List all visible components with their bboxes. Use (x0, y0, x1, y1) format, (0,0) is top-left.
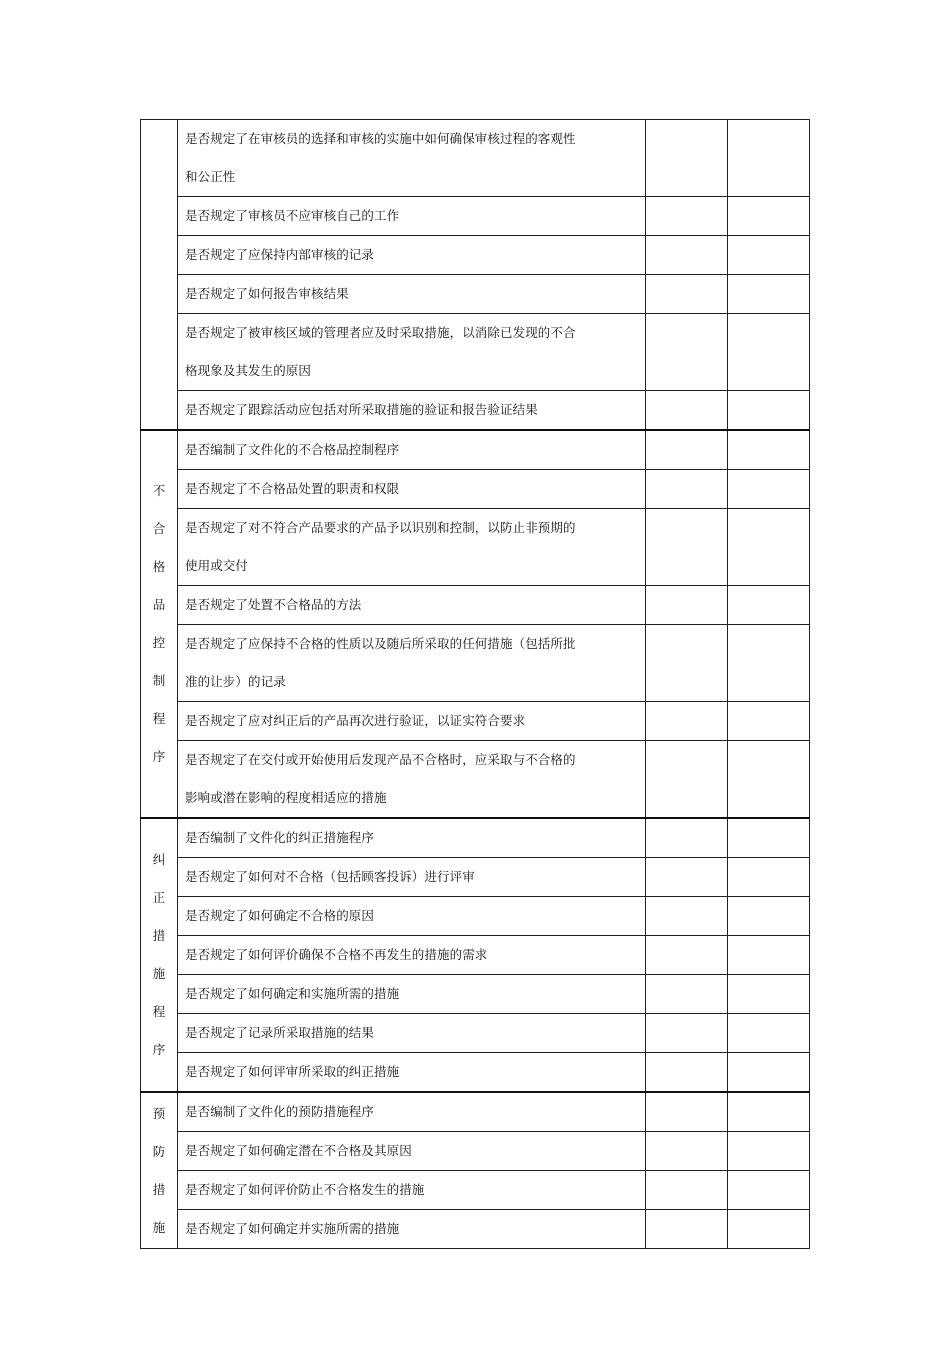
check-cell-a[interactable] (646, 197, 728, 236)
category-char: 品 (152, 597, 166, 612)
check-cell-a[interactable] (646, 1210, 728, 1249)
category-char: 程 (152, 711, 166, 726)
check-cell-a[interactable] (646, 509, 728, 586)
check-item-text (178, 120, 646, 197)
checklist-row (141, 275, 810, 314)
category-char: 措 (152, 928, 166, 943)
checklist-row (141, 430, 810, 470)
check-cell-a[interactable] (646, 391, 728, 431)
check-cell-b[interactable] (728, 236, 810, 275)
check-cell-b[interactable] (728, 1132, 810, 1171)
checklist-row (141, 1132, 810, 1171)
checklist-row (141, 236, 810, 275)
check-item-text: 是否规定了记录所采取措施的结果 (178, 1014, 646, 1053)
check-cell-a[interactable] (646, 1132, 728, 1171)
check-cell-b[interactable] (728, 470, 810, 509)
checklist-row (141, 975, 810, 1014)
check-item-text (178, 509, 646, 586)
category-cell (141, 1092, 178, 1249)
check-cell-a[interactable] (646, 1014, 728, 1053)
check-item-line: 准的让步）的记录 (185, 674, 286, 689)
audit-checklist-table (140, 119, 810, 1249)
check-item-text (178, 741, 646, 819)
category-char: 不 (152, 483, 166, 498)
check-cell-b[interactable] (728, 197, 810, 236)
check-item-line: 使用或交付 (185, 558, 249, 573)
check-cell-b[interactable] (728, 275, 810, 314)
check-cell-a[interactable] (646, 818, 728, 858)
check-cell-a[interactable] (646, 741, 728, 819)
check-item-line: 是否规定了被审核区域的管理者应及时采取措施，以消除已发现的不合 (185, 325, 576, 340)
checklist-row (141, 509, 810, 586)
check-cell-b[interactable] (728, 314, 810, 391)
checklist-row (141, 470, 810, 509)
category-cell (141, 818, 178, 1092)
check-cell-a[interactable] (646, 586, 728, 625)
check-item-text: 是否规定了应保持内部审核的记录 (178, 236, 646, 275)
check-cell-b[interactable] (728, 741, 810, 819)
category-char: 正 (152, 890, 166, 905)
check-item-text: 是否规定了如何确定和实施所需的措施 (178, 975, 646, 1014)
checklist-row (141, 1092, 810, 1132)
check-cell-b[interactable] (728, 509, 810, 586)
category-char: 施 (152, 1219, 166, 1235)
check-item-text: 是否编制了文件化的不合格品控制程序 (178, 430, 646, 470)
checklist-row (141, 1053, 810, 1093)
check-cell-b[interactable] (728, 1014, 810, 1053)
check-item-text: 是否规定了不合格品处置的职责和权限 (178, 470, 646, 509)
checklist-row (141, 897, 810, 936)
category-char: 防 (152, 1143, 166, 1159)
check-cell-b[interactable] (728, 1171, 810, 1210)
checklist-row (141, 1171, 810, 1210)
check-cell-b[interactable] (728, 858, 810, 897)
check-item-text: 是否规定了如何评价确保不合格不再发生的措施的需求 (178, 936, 646, 975)
check-cell-a[interactable] (646, 1053, 728, 1093)
category-cell (141, 430, 178, 818)
checklist-row (141, 391, 810, 431)
check-item-line: 是否规定了在交付或开始使用后发现产品不合格时，应采取与不合格的 (185, 752, 576, 767)
check-cell-b[interactable] (728, 818, 810, 858)
category-char: 程 (152, 1004, 166, 1019)
category-char: 合 (152, 521, 166, 536)
check-item-line: 和公正性 (185, 169, 236, 184)
category-char: 措 (152, 1181, 166, 1197)
category-char: 制 (152, 673, 166, 688)
check-item-text: 是否规定了如何报告审核结果 (178, 275, 646, 314)
check-item-text: 是否编制了文件化的预防措施程序 (178, 1092, 646, 1132)
check-item-line: 是否规定了在审核员的选择和审核的实施中如何确保审核过程的客观性 (185, 131, 576, 146)
check-cell-b[interactable] (728, 1210, 810, 1249)
category-char: 格 (152, 559, 166, 574)
check-cell-b[interactable] (728, 975, 810, 1014)
category-char: 控 (152, 635, 166, 650)
checklist-row (141, 120, 810, 197)
checklist-row (141, 197, 810, 236)
category-char: 序 (152, 749, 166, 764)
check-cell-b[interactable] (728, 120, 810, 197)
check-cell-a[interactable] (646, 275, 728, 314)
checklist-row (141, 625, 810, 702)
check-item-text: 是否规定了如何确定潜在不合格及其原因 (178, 1132, 646, 1171)
check-cell-a[interactable] (646, 314, 728, 391)
check-item-text: 是否规定了如何对不合格（包括顾客投诉）进行评审 (178, 858, 646, 897)
check-cell-a[interactable] (646, 936, 728, 975)
check-cell-a[interactable] (646, 1171, 728, 1210)
check-item-text: 是否规定了如何评审所采取的纠正措施 (178, 1053, 646, 1093)
category-char: 施 (152, 966, 166, 981)
check-cell-a[interactable] (646, 897, 728, 936)
check-cell-a[interactable] (646, 120, 728, 197)
check-cell-a[interactable] (646, 236, 728, 275)
checklist-row (141, 741, 810, 819)
check-cell-b[interactable] (728, 430, 810, 470)
check-item-line: 格现象及其发生的原因 (185, 363, 312, 378)
checklist-row (141, 1210, 810, 1249)
check-item-text: 是否编制了文件化的纠正措施程序 (178, 818, 646, 858)
check-cell-a[interactable] (646, 858, 728, 897)
check-item-text: 是否规定了应对纠正后的产品再次进行验证，以证实符合要求 (178, 702, 646, 741)
checklist-row (141, 586, 810, 625)
check-item-text: 是否规定了跟踪活动应包括对所采取措施的验证和报告验证结果 (178, 391, 646, 431)
checklist-row (141, 1014, 810, 1053)
check-cell-a[interactable] (646, 470, 728, 509)
check-cell-b[interactable] (728, 1053, 810, 1093)
check-item-text (178, 625, 646, 702)
check-cell-b[interactable] (728, 936, 810, 975)
category-char: 序 (152, 1042, 166, 1057)
check-item-text: 是否规定了审核员不应审核自己的工作 (178, 197, 646, 236)
check-cell-b[interactable] (728, 897, 810, 936)
check-cell-a[interactable] (646, 975, 728, 1014)
check-item-text: 是否规定了处置不合格品的方法 (178, 586, 646, 625)
check-cell-a[interactable] (646, 702, 728, 741)
checklist-row (141, 858, 810, 897)
check-cell-a[interactable] (646, 625, 728, 702)
check-item-line: 是否规定了应保持不合格的性质以及随后所采取的任何措施（包括所批 (185, 636, 576, 651)
check-cell-b[interactable] (728, 1092, 810, 1132)
check-item-line: 影响或潜在影响的程度相适应的措施 (185, 790, 387, 805)
check-cell-b[interactable] (728, 702, 810, 741)
check-cell-a[interactable] (646, 1092, 728, 1132)
check-item-line: 是否规定了对不符合产品要求的产品予以识别和控制，以防止非预期的 (185, 520, 576, 535)
category-char: 纠 (152, 852, 166, 867)
category-cell (141, 120, 178, 431)
check-cell-b[interactable] (728, 391, 810, 431)
check-cell-b[interactable] (728, 625, 810, 702)
check-item-text: 是否规定了如何确定不合格的原因 (178, 897, 646, 936)
checklist-row (141, 314, 810, 391)
check-item-text: 是否规定了如何评价防止不合格发生的措施 (178, 1171, 646, 1210)
checklist-row (141, 702, 810, 741)
check-cell-b[interactable] (728, 586, 810, 625)
check-cell-a[interactable] (646, 430, 728, 470)
check-item-text: 是否规定了如何确定并实施所需的措施 (178, 1210, 646, 1249)
category-char: 预 (152, 1105, 166, 1121)
checklist-row (141, 936, 810, 975)
check-item-text (178, 314, 646, 391)
checklist-body (141, 120, 810, 1249)
checklist-row (141, 818, 810, 858)
